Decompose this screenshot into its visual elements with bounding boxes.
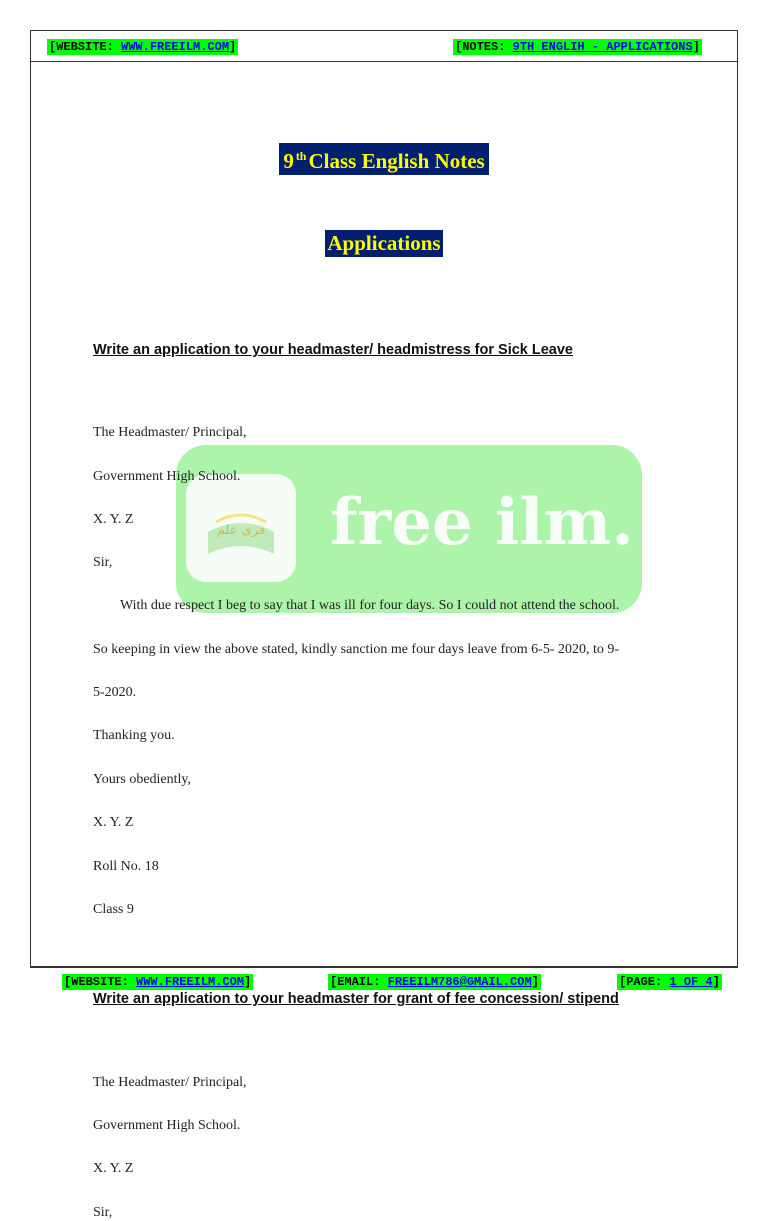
footer-divider [30, 966, 738, 967]
title-applications-text: Applications [327, 231, 441, 255]
header-website-tag [47, 39, 238, 55]
header-website-link[interactable]: WWW.FREEILM.COM [121, 40, 230, 54]
header-notes-label: [NOTES: [455, 40, 506, 54]
footer-page-label: [PAGE: [619, 975, 663, 989]
footer-page-tag [617, 974, 722, 990]
title-class-rest: Class English Notes [308, 149, 485, 173]
footer-page-link[interactable]: 1 OF 4 [669, 975, 713, 989]
title-class-number: 9 [283, 149, 294, 173]
header-notes-link[interactable]: 9TH ENGLIH - APPLICATIONS [512, 40, 693, 54]
application1-line: X. Y. Z [93, 815, 134, 830]
application1-line: Yours obediently, [93, 772, 192, 787]
footer-website-tag [62, 974, 253, 990]
footer-website-link[interactable]: WWW.FREEILM.COM [136, 975, 245, 989]
footer-email-link[interactable]: FREEILM786@GMAIL.COM [387, 975, 532, 989]
application1-line: Roll No. 18 [93, 859, 159, 874]
application2-heading: Write an application to your headmaster for grant of fee concession/ stipend [93, 991, 619, 1007]
page-title-class [0, 143, 768, 175]
application1-line: With due respect I beg to say that I was ill for four days. So I could not attend the school. [120, 598, 620, 613]
application2-line: Government High School. [93, 1118, 241, 1133]
header-notes-tag [453, 39, 702, 55]
footer-email-tag [328, 974, 541, 990]
page-title-applications [0, 230, 768, 257]
application2-line: The Headmaster/ Principal, [93, 1075, 247, 1090]
header-notes-close: ] [692, 40, 700, 54]
watermark-logo-text: فری علم [216, 523, 266, 538]
application2-line: Sir, [93, 1205, 113, 1220]
header-website-label: [WEBSITE: [49, 40, 114, 54]
application1-line: So keeping in view the above stated, kindly sanction me four days leave from 6-5- 2020, to 9- [93, 642, 620, 657]
footer-website-label: [WEBSITE: [64, 975, 129, 989]
footer-website-close: ] [244, 975, 252, 989]
application1-line: X. Y. Z [93, 512, 134, 527]
header-website-close: ] [229, 40, 237, 54]
footer-page-close: ] [712, 975, 720, 989]
application1-line: Class 9 [93, 902, 134, 917]
title-class-sup: th [295, 149, 307, 163]
application1-line: Government High School. [93, 469, 241, 484]
application1-line: Sir, [93, 555, 113, 570]
footer-email-close: ] [531, 975, 539, 989]
application1-line: The Headmaster/ Principal, [93, 425, 247, 440]
application2-line: X. Y. Z [93, 1161, 134, 1176]
footer-email-label: [EMAIL: [330, 975, 381, 989]
application1-heading: Write an application to your headmaster/ headmistress for Sick Leave [93, 342, 574, 358]
watermark-text: free ilm. [330, 485, 634, 560]
header-divider [30, 61, 738, 62]
application1-line: Thanking you. [93, 728, 175, 743]
application1-line: 5-2020. [93, 685, 137, 700]
